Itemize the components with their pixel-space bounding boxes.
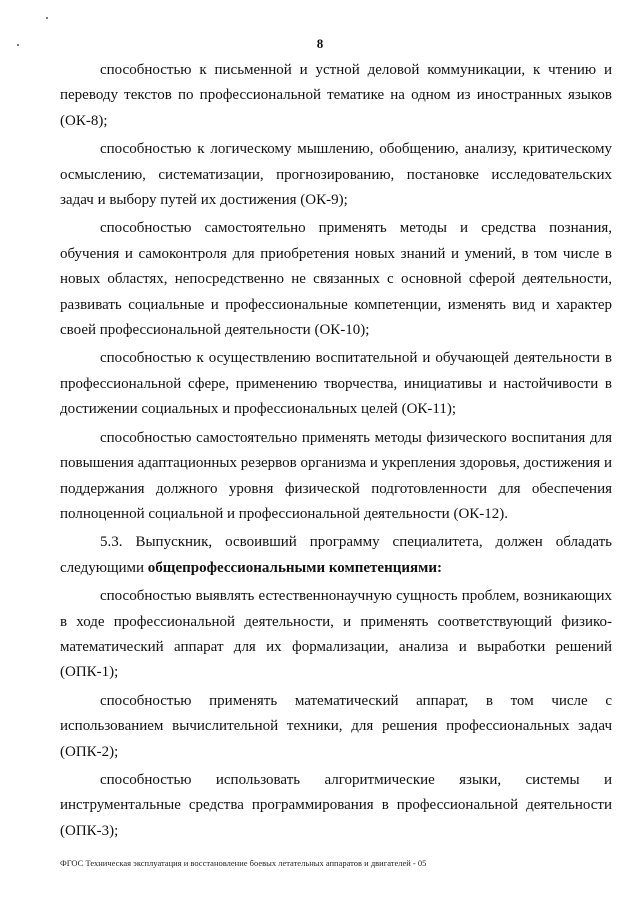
document-body <box>60 58 612 844</box>
section-5-3-colon: : <box>436 559 442 576</box>
paragraph-ok-11: способностью к осуществлению воспитательной и обучающей деятельности в профессиональной сфере, применению творчества, инициативы и настойчивости в достижении социальных и профессиональных целей (ОК-11); <box>60 350 612 418</box>
section-5-3-bold: общепрофессиональными компетенциями <box>147 559 437 576</box>
paragraph-ok-10: способностью самостоятельно применять методы и средства познания, обучения и самоконтроля для приобретения новых знаний и умений, в том числе в новых областях, непосредственно не связанных с основной сферой деятельности, развивать социальные и профессиональные компетенции, изменять вид и характер своей профессиональной деятельности (ОК-10); <box>60 220 612 339</box>
paragraph-opk-3: способностью использовать алгоритмические языки, системы и инструментальные средства программирования в профессиональной деятельности (ОПК-3); <box>60 771 612 839</box>
scan-speck <box>46 17 48 19</box>
document-footer: ФГОС Техническая эксплуатация и восстановление боевых летательных аппаратов и двигателей - 05 <box>60 858 427 868</box>
paragraph-opk-1: способностью выявлять естественнонаучную сущность проблем, возникающих в ходе профессиональной деятельности, и применять соответствующий физико-математический аппарат для их формализации, анализа и выработки решений (ОПК-1); <box>60 588 612 681</box>
paragraph-ok-12: способностью самостоятельно применять методы физического воспитания для повышения адаптационных резервов организма и укрепления здоровья, достижения и поддержания должного уровня физической подготовленности для обеспечения полноценной социальной и профессиональной деятельности (ОК-12). <box>60 429 612 522</box>
page-number: 8 <box>316 36 324 51</box>
paragraph-opk-2: способностью применять математический аппарат, в том числе с использованием вычислительной техники, для решения профессиональных задач (ОПК-2); <box>60 692 612 760</box>
paragraph-ok-9: способностью к логическому мышлению, обобщению, анализу, критическому осмыслению, систематизации, прогнозированию, постановке исследовательских задач и выбору путей их достижения (ОК-9); <box>60 141 612 209</box>
section-5-3-text: 5.3. Выпускник, освоивший программу специалитета, должен обладать следующими <box>60 534 612 576</box>
paragraph-ok-8: способностью к письменной и устной деловой коммуникации, к чтению и переводу текстов по профессиональной тематике на одном из иностранных языков (ОК-8); <box>60 62 612 129</box>
section-5-3 <box>60 530 612 581</box>
